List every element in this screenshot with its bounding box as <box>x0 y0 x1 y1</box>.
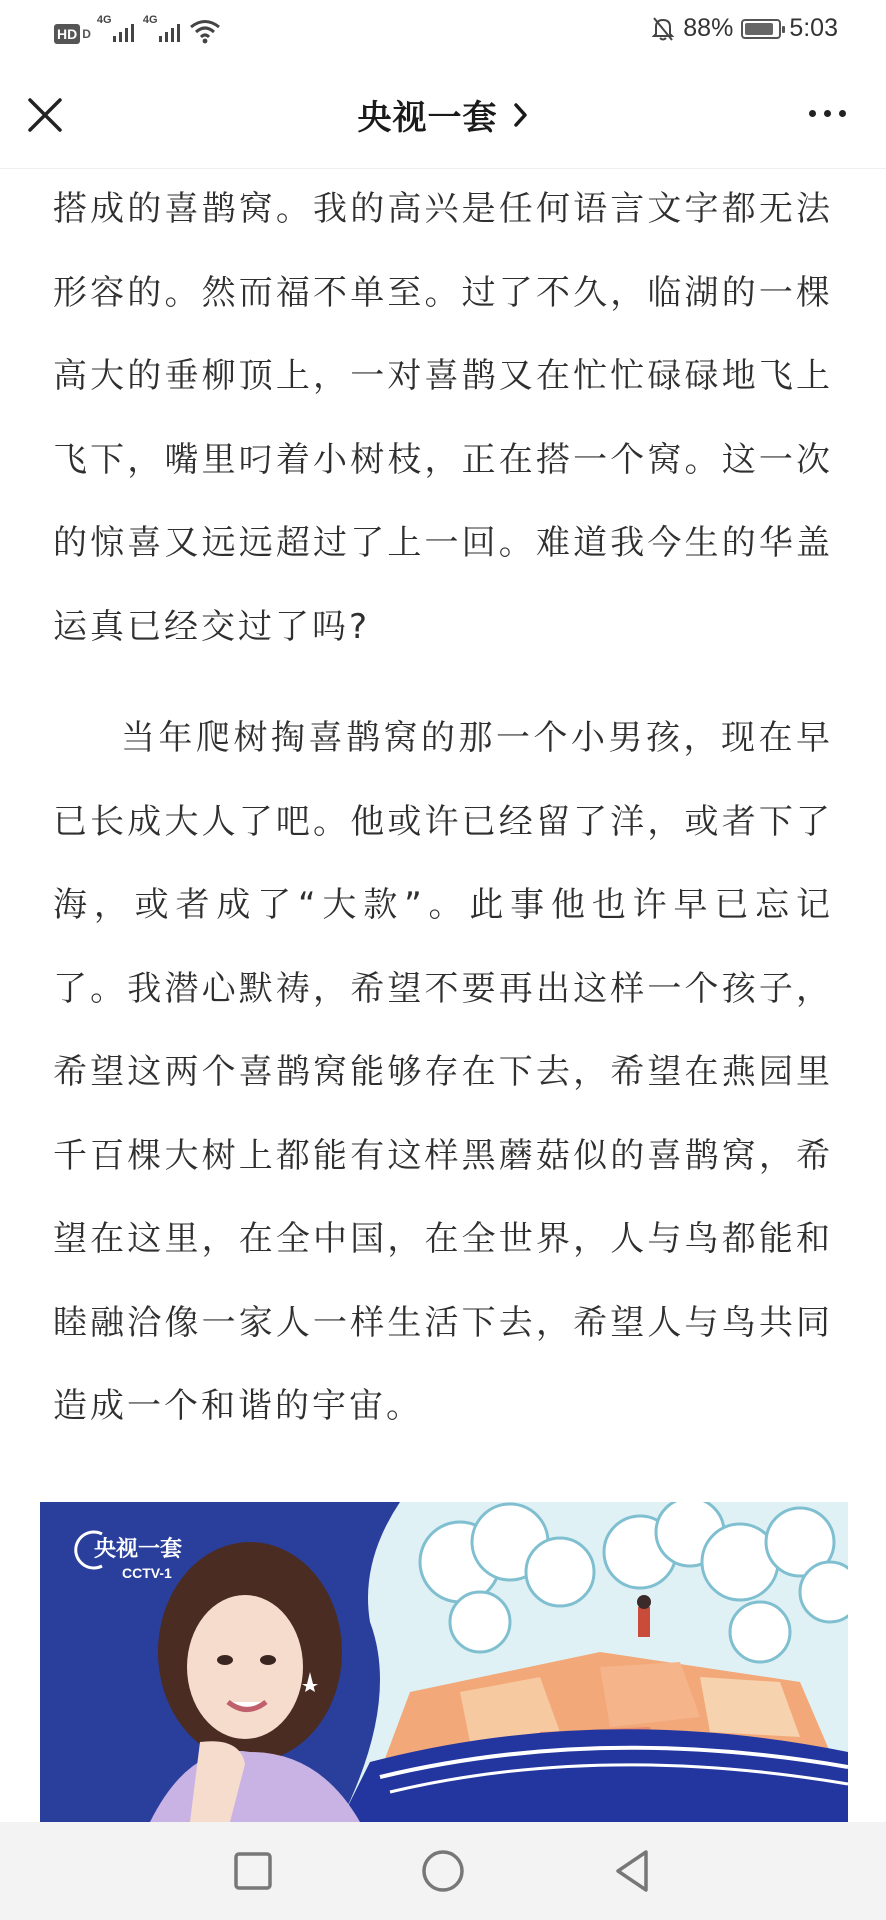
recents-square-icon[interactable] <box>226 1844 280 1898</box>
hd-sub-label: D <box>82 27 91 41</box>
cctv1-logo <box>82 1532 182 1581</box>
hd-label: HD <box>54 24 80 44</box>
article-paragraph: 搭成的喜鹊窝。我的高兴是任何语言文字都无法形容的。然而福不单至。过了不久，临湖的一棵高大的垂柳顶上，一对喜鹊又在忙忙碌碌地飞上飞下，嘴里叼着小树枝，正在搭一个窝。这一次的惊喜又远远超过了上一回。难道我今生的华盖运真已经交过了吗? <box>53 189 833 647</box>
promo-banner-image[interactable] <box>40 1502 848 1822</box>
status-bar <box>0 0 886 62</box>
status-right <box>651 14 838 43</box>
chevron-right-icon <box>513 101 529 129</box>
back-triangle-icon[interactable] <box>606 1844 660 1898</box>
network-type-label: 4G <box>96 14 112 26</box>
account-title-link[interactable] <box>0 90 886 139</box>
cctv-logo-icon <box>72 1528 116 1572</box>
article-paragraph: 当年爬树掏喜鹊窝的那一个小男孩，现在早已长成大人了吧。他或许已经留了洋，或者下了海，或者成了“大款”。此事他也许早已忘记了。我潜心默祷，希望不要再出这样一个孩子，希望这两个喜鹊窝能够存在下去，希望在燕园里千百棵大树上都能有这样黑蘑菇似的喜鹊窝，希望在这里，在全中国，在全世界，人与鸟都能和睦融洽像一家人一样生活下去，希望人与鸟共同造成一个和谐的宇宙。 <box>53 718 833 1426</box>
title-bar <box>0 62 886 169</box>
bell-muted-icon <box>651 16 675 42</box>
signal-icon <box>97 14 137 44</box>
article-body <box>53 168 833 1449</box>
home-circle-icon[interactable] <box>416 1844 470 1898</box>
wifi-icon <box>189 18 221 44</box>
banner-logo-subtext: CCTV-1 <box>122 1565 172 1581</box>
battery-level-fill <box>745 23 773 35</box>
hd-voice-icon <box>54 24 91 44</box>
more-options-icon[interactable] <box>809 110 846 117</box>
system-nav-bar <box>0 1822 886 1920</box>
page-title: 央视一套 <box>357 98 498 138</box>
signal-icon-2 <box>143 14 183 44</box>
network-type-label-2: 4G <box>142 14 158 26</box>
banner-logo-text: 央视一套 <box>94 1537 183 1562</box>
battery-icon <box>741 19 781 39</box>
clock: 5:03 <box>789 14 838 42</box>
status-left <box>54 14 221 44</box>
battery-percent: 88% <box>683 14 734 42</box>
